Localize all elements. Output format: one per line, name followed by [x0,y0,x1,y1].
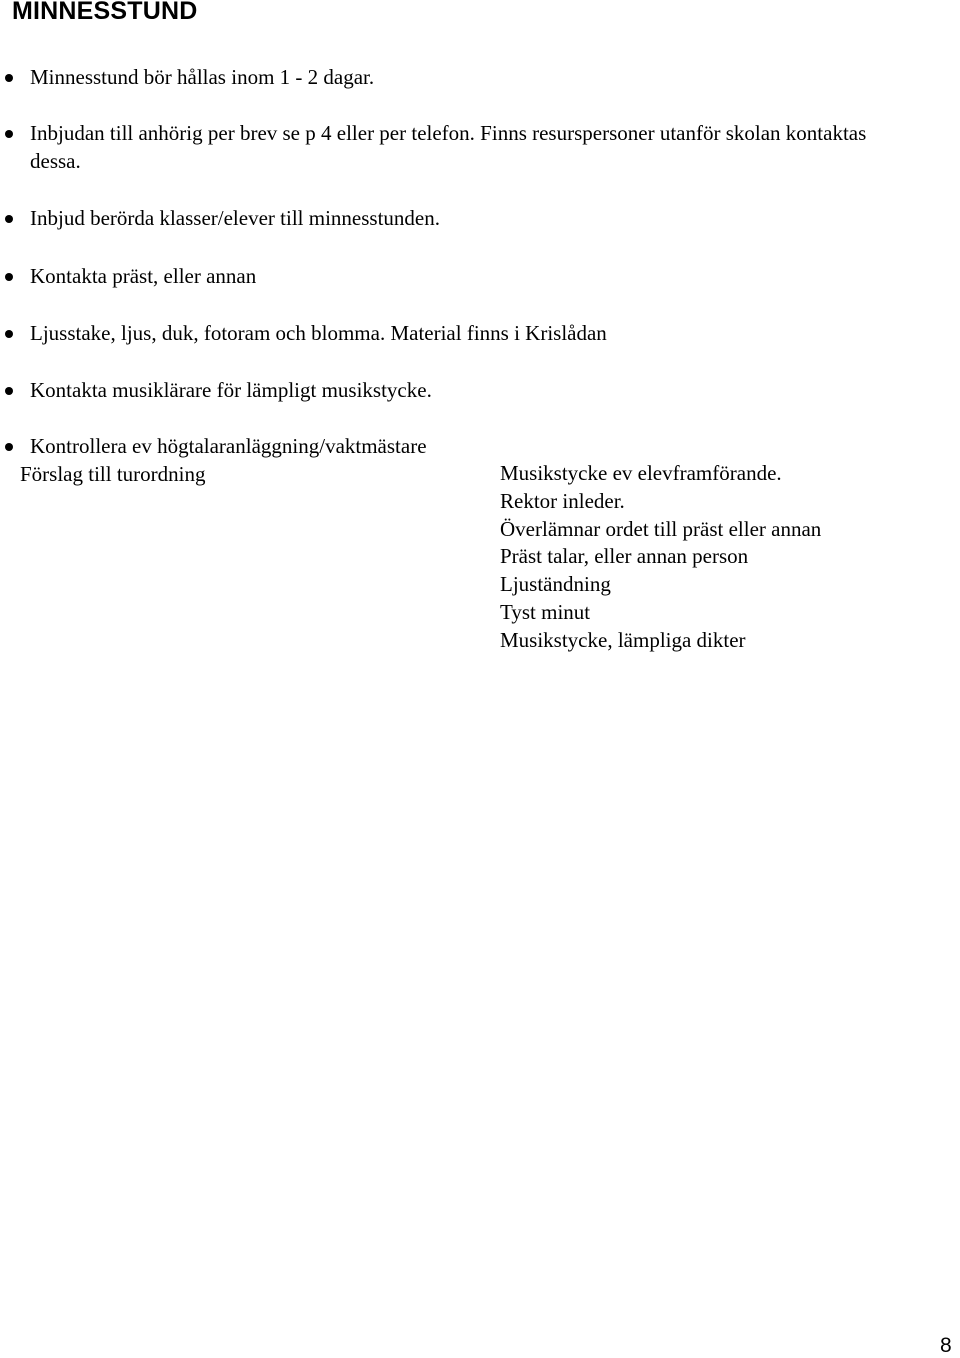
order-item: Präst talar, eller annan person [500,544,749,569]
bullet-text: Minnesstund bör hållas inom 1 - 2 dagar. [30,65,375,89]
page-number: 8 [940,1334,952,1357]
bullet-icon [5,330,13,338]
order-item: Rektor inleder. [500,488,625,513]
page-title: MINNESSTUND [12,0,198,25]
order-item: Musikstycke, lämpliga dikter [500,627,746,652]
order-item: Tyst minut [500,599,591,624]
bullet-text: Ljusstake, ljus, duk, fotoram och blomma. Material finns i Krislådan [30,321,607,345]
bullet-text: Inbjud berörda klasser/elever till minnesstunden. [30,206,440,230]
order-list [500,460,821,655]
bullet-text: Kontakta musiklärare för lämpligt musikstycke. [30,378,432,402]
bullet-icon [5,215,13,223]
bullet-icon [5,387,13,395]
bullet-icon [5,74,13,82]
order-item: Musikstycke ev elevframförande. [500,461,782,485]
bullet-text: Kontakta präst, eller annan [30,264,257,288]
order-item: Ljuständning [500,572,611,597]
bullet-text: Kontrollera ev högtalaranläggning/vaktmästare [30,434,427,458]
bullet-icon [5,443,13,451]
order-item: Överlämnar ordet till präst eller annan [500,516,822,541]
bullet-text: Inbjudan till anhörig per brev se p 4 eller per telefon. Finns resurspersoner utanför skolan kontaktas dessa. [30,121,867,173]
order-label: Förslag till turordning [20,462,206,486]
bullet-icon [5,130,13,138]
bullet-icon [5,273,13,281]
